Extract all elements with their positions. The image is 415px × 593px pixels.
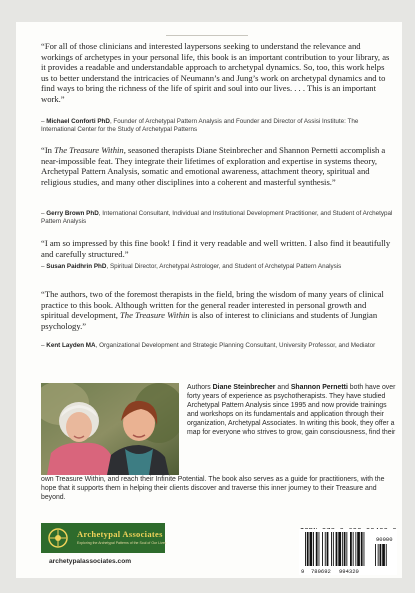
bio-body-top: both have over forty years of experience as psychotherapists. They have studied Archetypal Pattern Analysis since 1995 and now provide trainings and workshops on its fundamentals and application through their organization, Archetypal Associates. In writing this book, they offer a map for everyone who strives to grow, gain consciousness, find their [187, 384, 396, 437]
author-name-2: Shannon Pernetti [290, 384, 348, 391]
barcode-bar [325, 532, 326, 566]
endorsement-quote-1 [41, 41, 391, 105]
barcode-bar [353, 532, 354, 566]
barcode-digits-right: 994320 [339, 568, 359, 575]
publisher-logo-tagline: Exploring the Archetypal Patterns of the Soul of Our Lives [77, 541, 167, 545]
barcode-bar [344, 532, 346, 566]
right-margin [402, 0, 415, 593]
endorser-name: Kent Layden MA [46, 342, 96, 349]
publisher-logo-text: Archetypal Associates [77, 529, 163, 539]
endorser-role: , Spiritual Director, Archetypal Astrologer, and Student of Archetypal Pattern Analysis [106, 263, 342, 270]
barcode-bar [333, 532, 334, 566]
book-title-italic: The Treasure Within [120, 310, 190, 321]
barcode-bar [346, 532, 347, 566]
barcode-bar [319, 532, 320, 566]
barcode [299, 529, 397, 575]
endorser-role: , Founder of Archetypal Pattern Analysis and Founder and Director of Assisi Institute: The International Center for the Study of Archetypal Patterns [41, 118, 359, 134]
publisher-emblem-icon [46, 527, 70, 549]
barcode-bar [338, 532, 341, 566]
barcode-bar [364, 532, 365, 566]
barcode-addon-bar [382, 544, 385, 566]
quote-text: “I am so impressed by this fine book! I find it very readable and well written. I also find it beautifully and carefully structured.” [41, 238, 391, 259]
barcode-digit-left: 9 [301, 568, 305, 575]
barcode-bar [307, 532, 309, 566]
endorser-role: , Organizational Development and Strategic Planning Consultant, University Professor, and Mediator [95, 342, 376, 349]
endorsement-quote-4 [41, 289, 391, 331]
author-bio-top [187, 383, 397, 438]
endorser-name: Susan Paidhrin PhD [46, 263, 107, 270]
top-margin [0, 0, 415, 22]
endorsement-attribution-1: – Michael Conforti PhD, Founder of Archetypal Pattern Analysis and Founder and Director of Assisi Institute: The International Center for the Study of Archetypal Patterns [41, 118, 359, 134]
author-name-1: Diane Steinbrecher [212, 384, 276, 391]
quote-text-post: , seasoned therapists Diane Steinbrecher and Shannon Pernetti accomplish a near-impossible feat. They integrate their lifetimes of exploration and expertise in systems theory, Archetypal Pattern Analysis, somatic and emotional awareness, attachment theory, spiritual and religious studies, and many other disciplines into a coherent and masterful synthesis.” [41, 145, 386, 187]
barcode-bar [331, 532, 332, 566]
barcode-bar [357, 532, 360, 566]
endorser-role: , International Consultant, Individual and Institutional Development Practitioner, and Student of Archetypal Pattern Analysis [41, 210, 393, 226]
bio-and: and [275, 384, 291, 391]
barcode-bar [305, 532, 306, 566]
bottom-margin [0, 578, 415, 593]
barcode-bar [350, 532, 352, 566]
barcode-digits-middle: 780692 [311, 568, 331, 575]
endorsement-attribution-4: – Kent Layden MA, Organizational Development and Strategic Planning Consultant, University Professor, and Mediator [41, 342, 376, 349]
barcode-bar [361, 532, 363, 566]
barcode-bar [327, 532, 329, 566]
endorsement-attribution-3: – Susan Paidhrin PhD, Spiritual Director, Archetypal Astrologer, and Student of Archetypal Pattern Analysis [41, 263, 342, 270]
endorsement-quote-2 [41, 145, 391, 187]
quote-text-pre: “In [41, 145, 55, 155]
barcode-bar [336, 532, 338, 566]
barcode-addon-bar [380, 544, 382, 566]
quote-text-pre: “The authors, two of the foremost therapists in the field, bring the wisdom of many years of clinical practice to this book. Although written for the general reader interested in personal growth and spiritual development, [41, 289, 384, 321]
barcode-bar [316, 532, 318, 566]
author-bio-bottom: own Treasure Within, and reach their Infinite Potential. The book also serves as a guide for practitioners, with the hope that it supports them in helping their clients discover and traverse this inner journey to their Treasure and beyond. [41, 476, 385, 502]
quote-text-post: is also of interest to clinicians and students of Jungian psychology.” [41, 310, 378, 331]
barcode-addon-bar [375, 544, 376, 566]
barcode-bar [322, 532, 323, 566]
authors-photo [41, 383, 179, 475]
book-title-italic: The Treasure Within [54, 145, 124, 155]
left-margin [0, 0, 16, 593]
barcode-bar [313, 532, 314, 566]
barcode-bar [310, 532, 313, 566]
barcode-addon-bar [386, 544, 387, 566]
endorser-name: Gerry Brown PhD [46, 210, 99, 217]
barcode-bar [342, 532, 343, 566]
barcode-bar [355, 532, 356, 566]
top-divider [166, 35, 248, 36]
barcode-addon-bar [378, 544, 379, 566]
bio-lead: Authors [187, 384, 213, 391]
publisher-logo [41, 523, 165, 553]
barcode-price-code: 90000 [376, 536, 393, 543]
publisher-website: archetypalassociates.com [49, 558, 132, 565]
endorser-name: Michael Conforti PhD [46, 118, 110, 125]
authors-photo-illustration [41, 383, 179, 475]
quote-text: “For all of those clinicians and interested laypersons seeking to understand the relevance and workings of archetypes in your personal life, this book is an important contribution to your library, as it provides a readable and understandable approach to archetypal dynamics. So, too, this work helps us to better understand the intricacies of Neumann’s and Jung’s work on archetypal dynamics and to find ways to bring the richness of the life of spirit and soul into our lives. . . . This is an important work.” [41, 41, 390, 104]
endorsement-quote-3 [41, 238, 391, 259]
endorsement-attribution-2: – Gerry Brown PhD, International Consultant, Individual and Institutional Development Practitioner, and Student of Archetypal Pattern Analysis [41, 210, 393, 226]
